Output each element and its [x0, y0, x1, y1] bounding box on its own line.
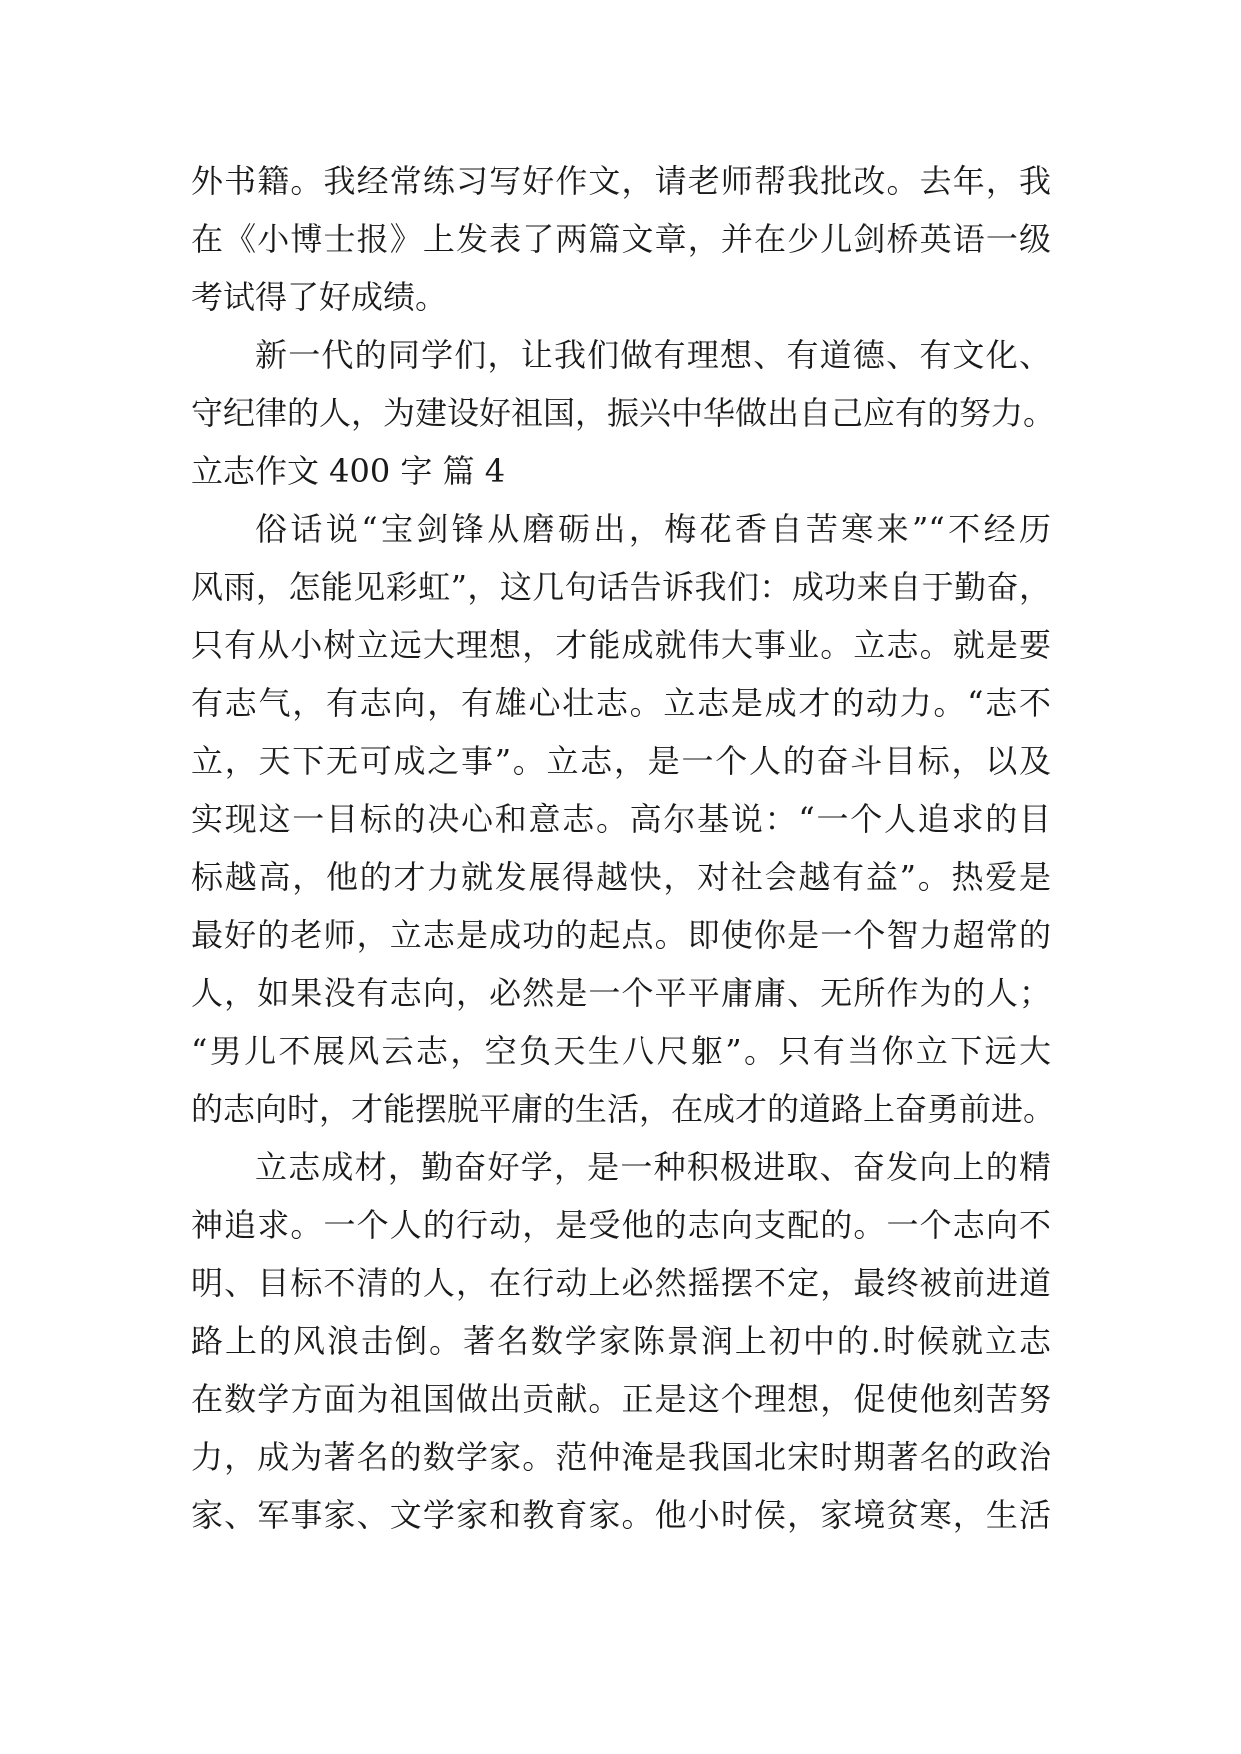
text-line: 人，如果没有志向，必然是一个平平庸庸、无所作为的人； — [191, 974, 1051, 1012]
text-line: 风雨，怎能见彩虹”，这几句话告诉我们：成功来自于勤奋， — [191, 568, 1051, 606]
text-line: 明、目标不清的人，在行动上必然摇摆不定，最终被前进道 — [191, 1264, 1051, 1302]
text-line: 在数学方面为祖国做出贡献。正是这个理想，促使他刻苦努 — [191, 1380, 1051, 1418]
text-line: 力，成为著名的数学家。范仲淹是我国北宋时期著名的政治 — [191, 1438, 1051, 1476]
document-body — [191, 161, 1056, 1553]
text-line: 路上的风浪击倒。著名数学家陈景润上初中的.时候就立志 — [191, 1322, 1051, 1360]
text-line: 守纪律的人，为建设好祖国，振兴中华做出自己应有的努力。 — [191, 394, 1056, 432]
text-line: 神追求。一个人的行动，是受他的志向支配的。一个志向不 — [191, 1206, 1051, 1244]
text-line: 在《小博士报》上发表了两篇文章，并在少儿剑桥英语一级 — [191, 220, 1051, 258]
text-line: 实现这一目标的决心和意志。高尔基说：“一个人追求的目 — [191, 800, 1051, 838]
text-line: 立，天下无可成之事”。立志，是一个人的奋斗目标，以及 — [191, 742, 1051, 780]
text-line: 考试得了好成绩。 — [191, 278, 448, 316]
text-line: 俗话说“宝剑锋从磨砺出，梅花香自苦寒来”“不经历 — [255, 510, 1051, 548]
section-heading: 立志作文 400 字 篇 4 — [191, 452, 506, 490]
text-line: 只有从小树立远大理想，才能成就伟大事业。立志。就是要 — [191, 626, 1051, 664]
text-line: 外书籍。我经常练习写好作文，请老师帮我批改。去年，我 — [191, 162, 1051, 200]
text-line: 家、军事家、文学家和教育家。他小时侯，家境贫寒，生活 — [191, 1496, 1051, 1534]
text-line: 有志气，有志向，有雄心壮志。立志是成才的动力。“志不 — [191, 684, 1051, 722]
text-line: 新一代的同学们，让我们做有理想、有道德、有文化、 — [255, 336, 1051, 374]
text-line: 最好的老师，立志是成功的起点。即使你是一个智力超常的 — [191, 916, 1051, 954]
text-line: 立志成材，勤奋好学，是一种积极进取、奋发向上的精 — [255, 1148, 1051, 1186]
text-line: 标越高，他的才力就发展得越快，对社会越有益”。热爱是 — [191, 858, 1051, 896]
text-line: “男儿不展风云志，空负天生八尺躯”。只有当你立下远大 — [191, 1032, 1051, 1070]
text-line: 的志向时，才能摆脱平庸的生活，在成才的道路上奋勇前进。 — [191, 1090, 1056, 1128]
